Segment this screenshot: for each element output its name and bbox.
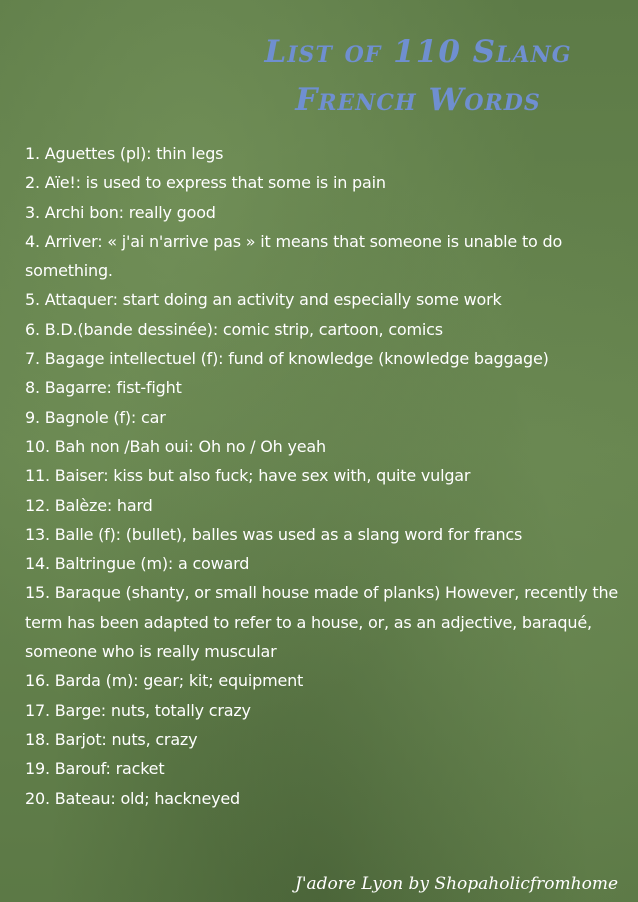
list-item: 16. Barda (m): gear; kit; equipment bbox=[25, 671, 304, 691]
title-line-1: List of 110 Slang bbox=[264, 34, 572, 70]
list-item: 7. Bagage intellectuel (f): fund of knowledge (knowledge baggage) bbox=[25, 349, 549, 369]
list-item: 9. Bagnole (f): car bbox=[25, 407, 166, 427]
page-title bbox=[238, 28, 598, 124]
list-item: 8. Bagarre: fist-fight bbox=[25, 378, 182, 398]
title-line-2: French Words bbox=[295, 82, 541, 118]
slang-word-list bbox=[25, 139, 625, 813]
footer-credit: J'adore Lyon by Shopaholicfromhome bbox=[295, 874, 618, 894]
list-item: 6. B.D.(bande dessinée): comic strip, cartoon, comics bbox=[25, 319, 443, 339]
list-item: 13. Balle (f): (bullet), balles was used as a slang word for francs bbox=[25, 524, 523, 544]
list-item: 11. Baiser: kiss but also fuck; have sex with, quite vulgar bbox=[25, 466, 471, 486]
list-item: 12. Balèze: hard bbox=[25, 495, 153, 515]
list-item: 14. Baltringue (m): a coward bbox=[25, 554, 250, 574]
list-item: 1. Aguettes (pl): thin legs bbox=[25, 144, 224, 163]
list-item: 2. Aïe!: is used to express that some is in pain bbox=[25, 173, 386, 193]
list-item: 4. Arriver: « j'ai n'arrive pas » it means that someone is unable to do something. bbox=[25, 231, 563, 281]
list-item: 18. Barjot: nuts, crazy bbox=[25, 729, 198, 749]
list-item: 17. Barge: nuts, totally crazy bbox=[25, 700, 251, 720]
list-item: 10. Bah non /Bah oui: Oh no / Oh yeah bbox=[25, 436, 326, 456]
list-item: 3. Archi bon: really good bbox=[25, 202, 216, 222]
list-item: 19. Barouf: racket bbox=[25, 759, 165, 779]
list-item: 5. Attaquer: start doing an activity and especially some work bbox=[25, 290, 502, 310]
list-item: 20. Bateau: old; hackneyed bbox=[25, 788, 240, 808]
list-item: 15. Baraque (shanty, or small house made of planks) However, recently the term has been adapted to refer to a house, or, as an adjective, baraqué, someone who is really muscular bbox=[25, 583, 619, 662]
